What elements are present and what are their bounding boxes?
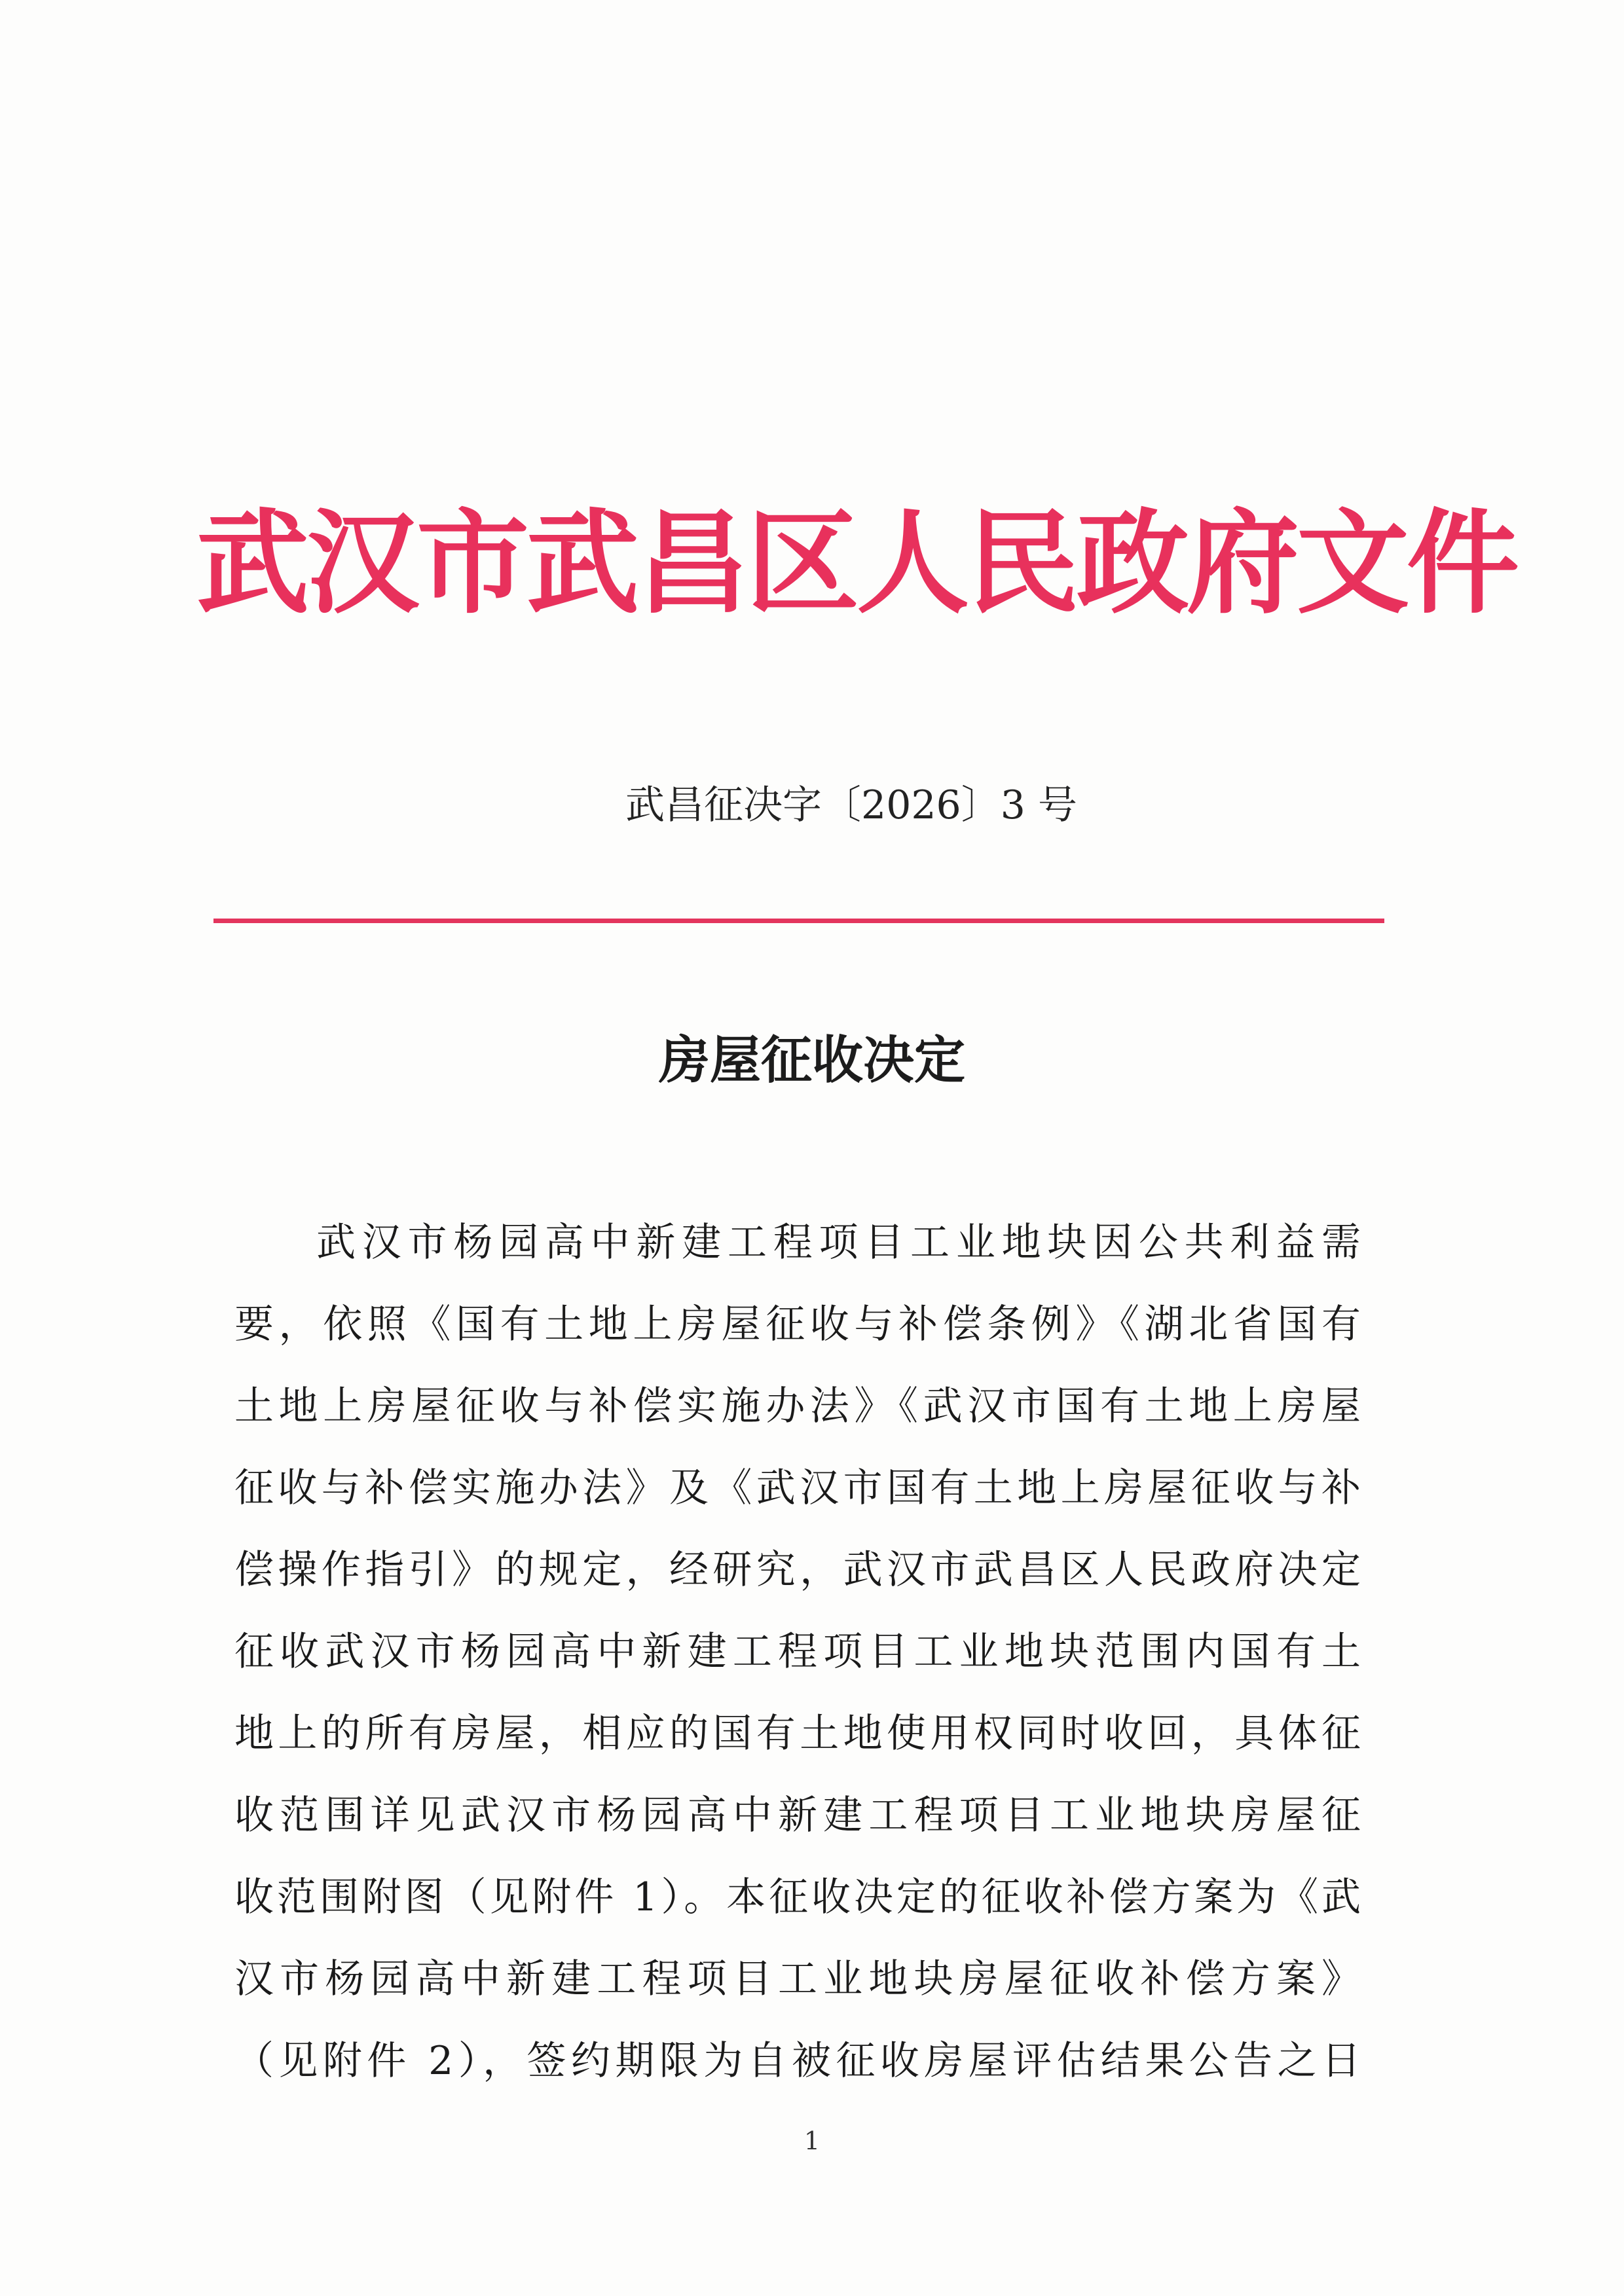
body-line: 要，依照《国有土地上房屋征收与补偿条例》《湖北省国有: [234, 1302, 1361, 1347]
body-line: 偿操作指引》的规定，经研究，武汉市武昌区人民政府决定: [234, 1547, 1361, 1593]
body-text: [234, 1202, 1361, 2102]
page-number: 1: [803, 2126, 821, 2155]
document-title: 房屋征收决定: [658, 1030, 965, 1090]
body-line: 武汉市杨园高中新建工程项目工业地块因公共利益需: [316, 1220, 1361, 1266]
body-line: 汉市杨园高中新建工程项目工业地块房屋征收补偿方案》: [234, 1956, 1361, 2002]
letterhead-title: 武汉市武昌区人民政府文件: [196, 496, 1517, 629]
body-line: 征收武汉市杨园高中新建工程项目工业地块范围内国有土: [234, 1629, 1361, 1675]
red-divider-line: [213, 919, 1384, 923]
body-line: 收范围附图（见附件 1）。本征收决定的征收补偿方案为《武: [234, 1874, 1361, 1920]
body-line: （见附件 2），签约期限为自被征收房屋评估结果公告之日: [234, 2038, 1361, 2084]
body-line: 征收与补偿实施办法》及《武汉市国有土地上房屋征收与补: [234, 1465, 1361, 1511]
body-line: 土地上房屋征收与补偿实施办法》《武汉市国有土地上房屋: [234, 1383, 1361, 1429]
body-line: 收范围详见武汉市杨园高中新建工程项目工业地块房屋征: [234, 1793, 1361, 1838]
document-number: 武昌征决字〔2026〕3 号: [625, 782, 1077, 828]
body-line: 地上的所有房屋，相应的国有土地使用权同时收回，具体征: [234, 1711, 1361, 1757]
